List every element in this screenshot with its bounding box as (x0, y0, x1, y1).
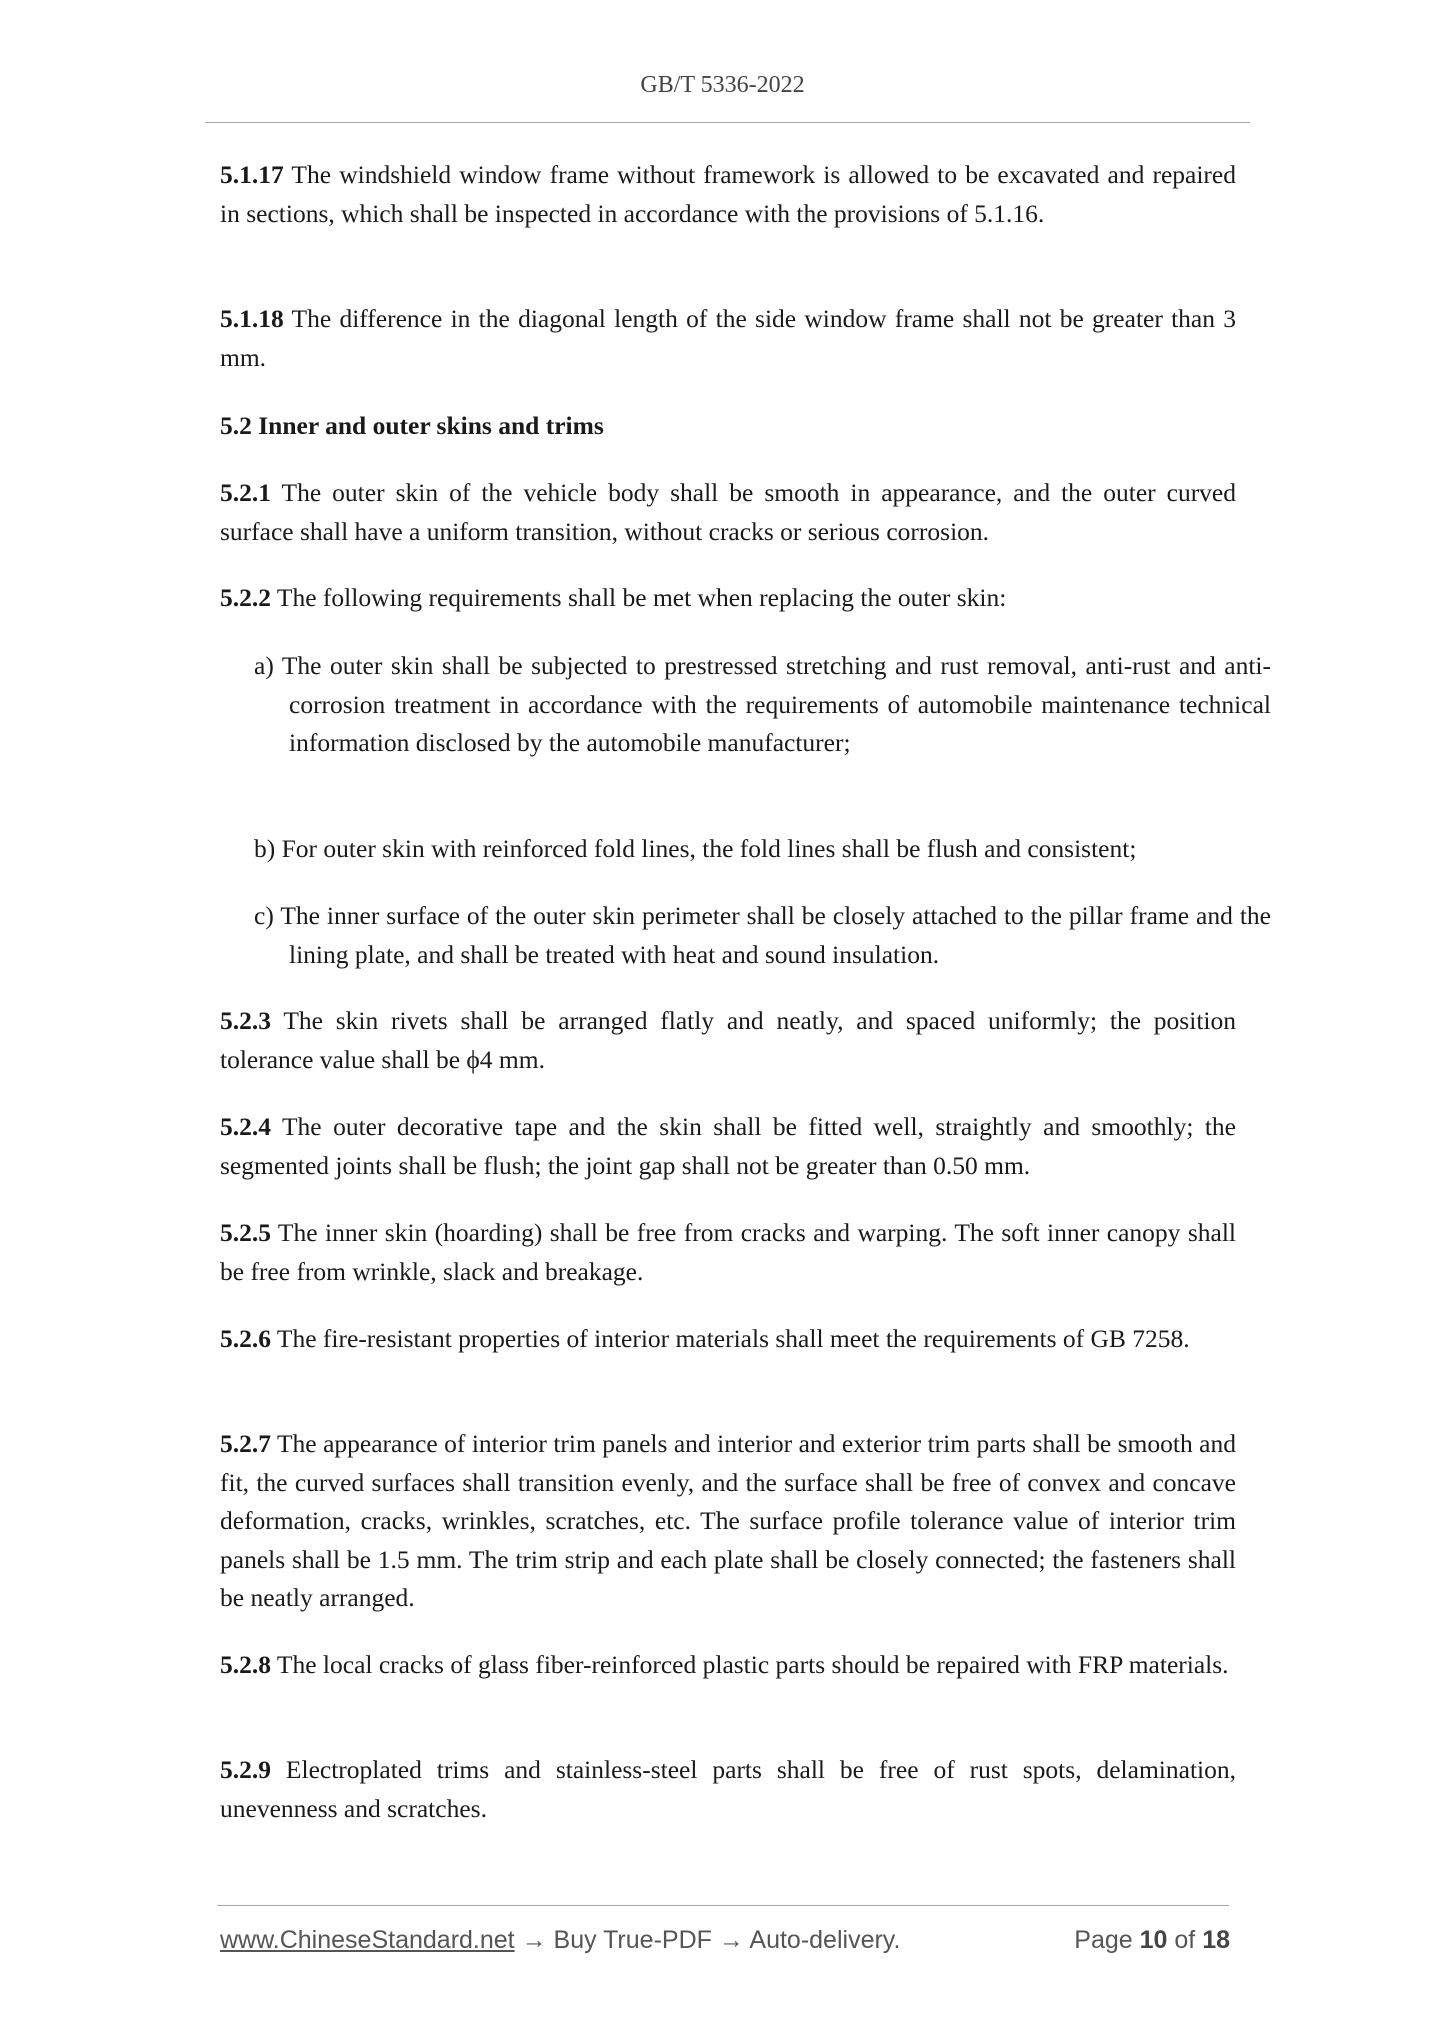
footer (220, 1926, 1230, 1955)
clause-5-2-4: 5.2.4 The outer decorative tape and the skin shall be fitted well, straightly and smoothly; the segmented joints shall be flush; the joint gap shall not be greater than 0.50 mm. (220, 1112, 1236, 1180)
clause-5-2-5: 5.2.5 The inner skin (hoarding) shall be free from cracks and warping. The soft inner canopy shall be free from wrinkle, slack and breakage. (220, 1218, 1236, 1286)
clause-5-2-1: 5.2.1 The outer skin of the vehicle body shall be smooth in appearance, and the outer curved surface shall have a uniform transition, without cracks or serious corrosion. (220, 478, 1236, 546)
website-link[interactable]: www.ChineseStandard.net (220, 1926, 515, 1954)
current-page: 10 (1139, 1926, 1168, 1954)
clause-5-2-8: 5.2.8 The local cracks of glass fiber-reinforced plastic parts should be repaired with FRP materials. (220, 1650, 1229, 1679)
list-item-a: a) The outer skin shall be subjected to prestressed stretching and rust removal, anti-rust and anti-corrosion treatment in accordance with the requirements of automobile maintenance technical information disclosed by the automobile manufacturer; (254, 651, 1271, 758)
total-pages: 18 (1202, 1926, 1230, 1954)
list-item-b: b) For outer skin with reinforced fold lines, the fold lines shall be flush and consistent; (254, 834, 1137, 863)
page-indicator: Page 10 of 18 (1074, 1926, 1230, 1954)
clause-5-2-6: 5.2.6 The fire-resistant properties of interior materials shall meet the requirements of GB 7258. (220, 1324, 1190, 1353)
clause-5-1-17: 5.1.17 The windshield window frame without framework is allowed to be excavated and repaired in sections, which shall be inspected in accordance with the provisions of 5.1.16. (220, 160, 1236, 228)
clause-5-2-3: 5.2.3 The skin rivets shall be arranged flatly and neatly, and spaced uniformly; the position tolerance value shall be ϕ4 mm. (220, 1006, 1236, 1074)
clause-5-2-2: 5.2.2 The following requirements shall be met when replacing the outer skin: (220, 583, 1007, 612)
clause-5-1-18: 5.1.18 The difference in the diagonal length of the side window frame shall not be greater than 3 mm. (220, 304, 1236, 372)
list-item-c: c) The inner surface of the outer skin perimeter shall be closely attached to the pillar frame and the lining plate, and shall be treated with heat and sound insulation. (254, 901, 1271, 969)
clause-5-2-9: 5.2.9 Electroplated trims and stainless-steel parts shall be free of rust spots, delamination, unevenness and scratches. (220, 1755, 1236, 1823)
document-header: GB/T 5336-2022 (640, 72, 805, 98)
footer-tagline: → Buy True-PDF → Auto-delivery. (514, 1926, 901, 1954)
section-heading-5-2: 5.2 Inner and outer skins and trims (220, 411, 604, 440)
clause-5-2-7: 5.2.7 The appearance of interior trim panels and interior and exterior trim parts shall be smooth and fit, the curved surfaces shall transition evenly, and the surface shall be free of convex and concave deformation, cracks, wrinkles, scratches, etc. The surface profile tolerance value of interior trim panels shall be 1.5 mm. The trim strip and each plate shall be closely connected; the fasteners shall be neatly arranged. (220, 1429, 1236, 1613)
footer-divider (217, 1905, 1229, 1906)
header-divider (205, 122, 1250, 123)
